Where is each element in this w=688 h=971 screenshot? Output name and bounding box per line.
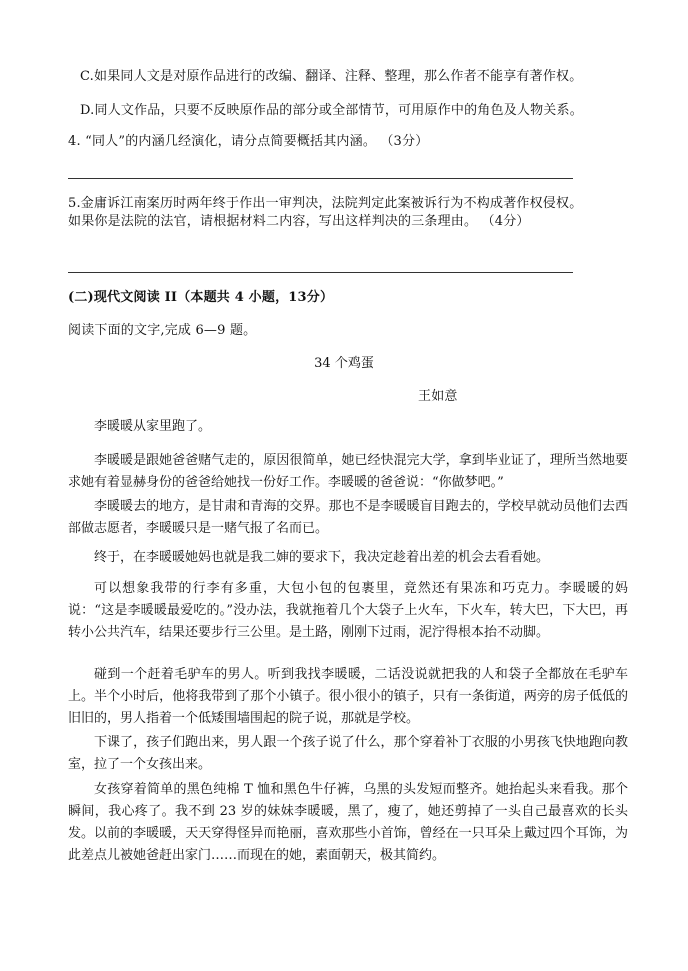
story-author: 王如意 <box>418 389 458 404</box>
section-heading: (二)现代文阅读 II（本题共 4 小题，13分） <box>68 290 334 305</box>
story-paragraph: 女孩穿着简单的黑色纯棉 T 恤和黑色牛仔裤，乌黑的头发短而整齐。她抬起头来看我。那个瞬间，我心疼了。我不到 23 岁的妹妹李暖暖，黑了，瘦了，她还剪掉了一头自己最喜欢的长头发。以前的李暖暖，天天穿得怪异而艳丽，喜欢那些小首饰，曾经在一只耳朵上戴过四个耳饰，为此差点儿被她爸赶出家门……而现在的她，素面朝天，极其简约。 <box>68 782 628 863</box>
story-paragraph: 李暖暖从家里跑了。 <box>94 419 212 434</box>
question-5-line-2: 如果你是法院的法官，请根据材料二内容，写出这样判决的三条理由。 （4分） <box>68 214 530 229</box>
story-paragraph: 李暖暖是跟她爸爸赌气走的，原因很简单，她已经快混完大学，拿到毕业证了，理所当然地要求她有着显赫身份的爸爸给她找一份好工作。李暖暖的爸爸说：“你做梦吧。” <box>68 453 628 490</box>
story-title: 34 个鸡蛋 <box>314 356 374 371</box>
option-c: C.如果同人文是对原作品进行的改编、翻译、注释、整理，那么作者不能享有著作权。 <box>80 69 583 84</box>
answer-line-q5 <box>68 272 573 273</box>
question-5-line-1: 5.金庸诉江南案历时两年终于作出一审判决，法院判定此案被诉行为不构成著作权侵权。 <box>68 196 583 211</box>
story-paragraph: 终于，在李暖暖她妈也就是我二婶的要求下，我决定趁着出差的机会去看看她。 <box>94 550 550 565</box>
section-instruction: 阅读下面的文字,完成 6—9 题。 <box>68 323 257 338</box>
story-paragraph: 下课了，孩子们跑出来，男人跟一个孩子说了什么，那个穿着补丁衣服的小男孩飞快地跑向教室，拉了一个女孩出来。 <box>68 735 628 772</box>
question-4: 4. “同人”的内涵几经演化，请分点简要概括其内涵。 （3分） <box>68 134 429 149</box>
story-paragraph: 可以想象我带的行李有多重，大包小包的包裹里，竟然还有果冻和巧克力。李暖暖的妈说：“这是李暖暖最爱吃的。”没办法，我就拖着几个大袋子上火车，下火车，转大巴，下大巴，再转小公共汽车，结果还要步行三公里。是土路，刚刚下过雨，泥泞得根本抬不动脚。 <box>68 581 628 640</box>
answer-line-q4 <box>68 178 573 179</box>
option-d: D.同人文作品，只要不反映原作品的部分或全部情节，可用原作中的角色及人物关系。 <box>80 103 583 118</box>
story-paragraph: 李暖暖去的地方，是甘肃和青海的交界。那也不是李暖暖盲目跑去的，学校早就动员他们去西部做志愿者，李暖暖只是一赌气报了名而已。 <box>68 499 628 536</box>
story-paragraph: 碰到一个赶着毛驴车的男人。听到我找李暖暖，二话没说就把我的人和袋子全都放在毛驴车上。半个小时后，他将我带到了那个小镇子。很小很小的镇子，只有一条街道，两旁的房子低低的旧旧的，男人指着一个低矮围墙围起的院子说，那就是学校。 <box>68 667 628 726</box>
